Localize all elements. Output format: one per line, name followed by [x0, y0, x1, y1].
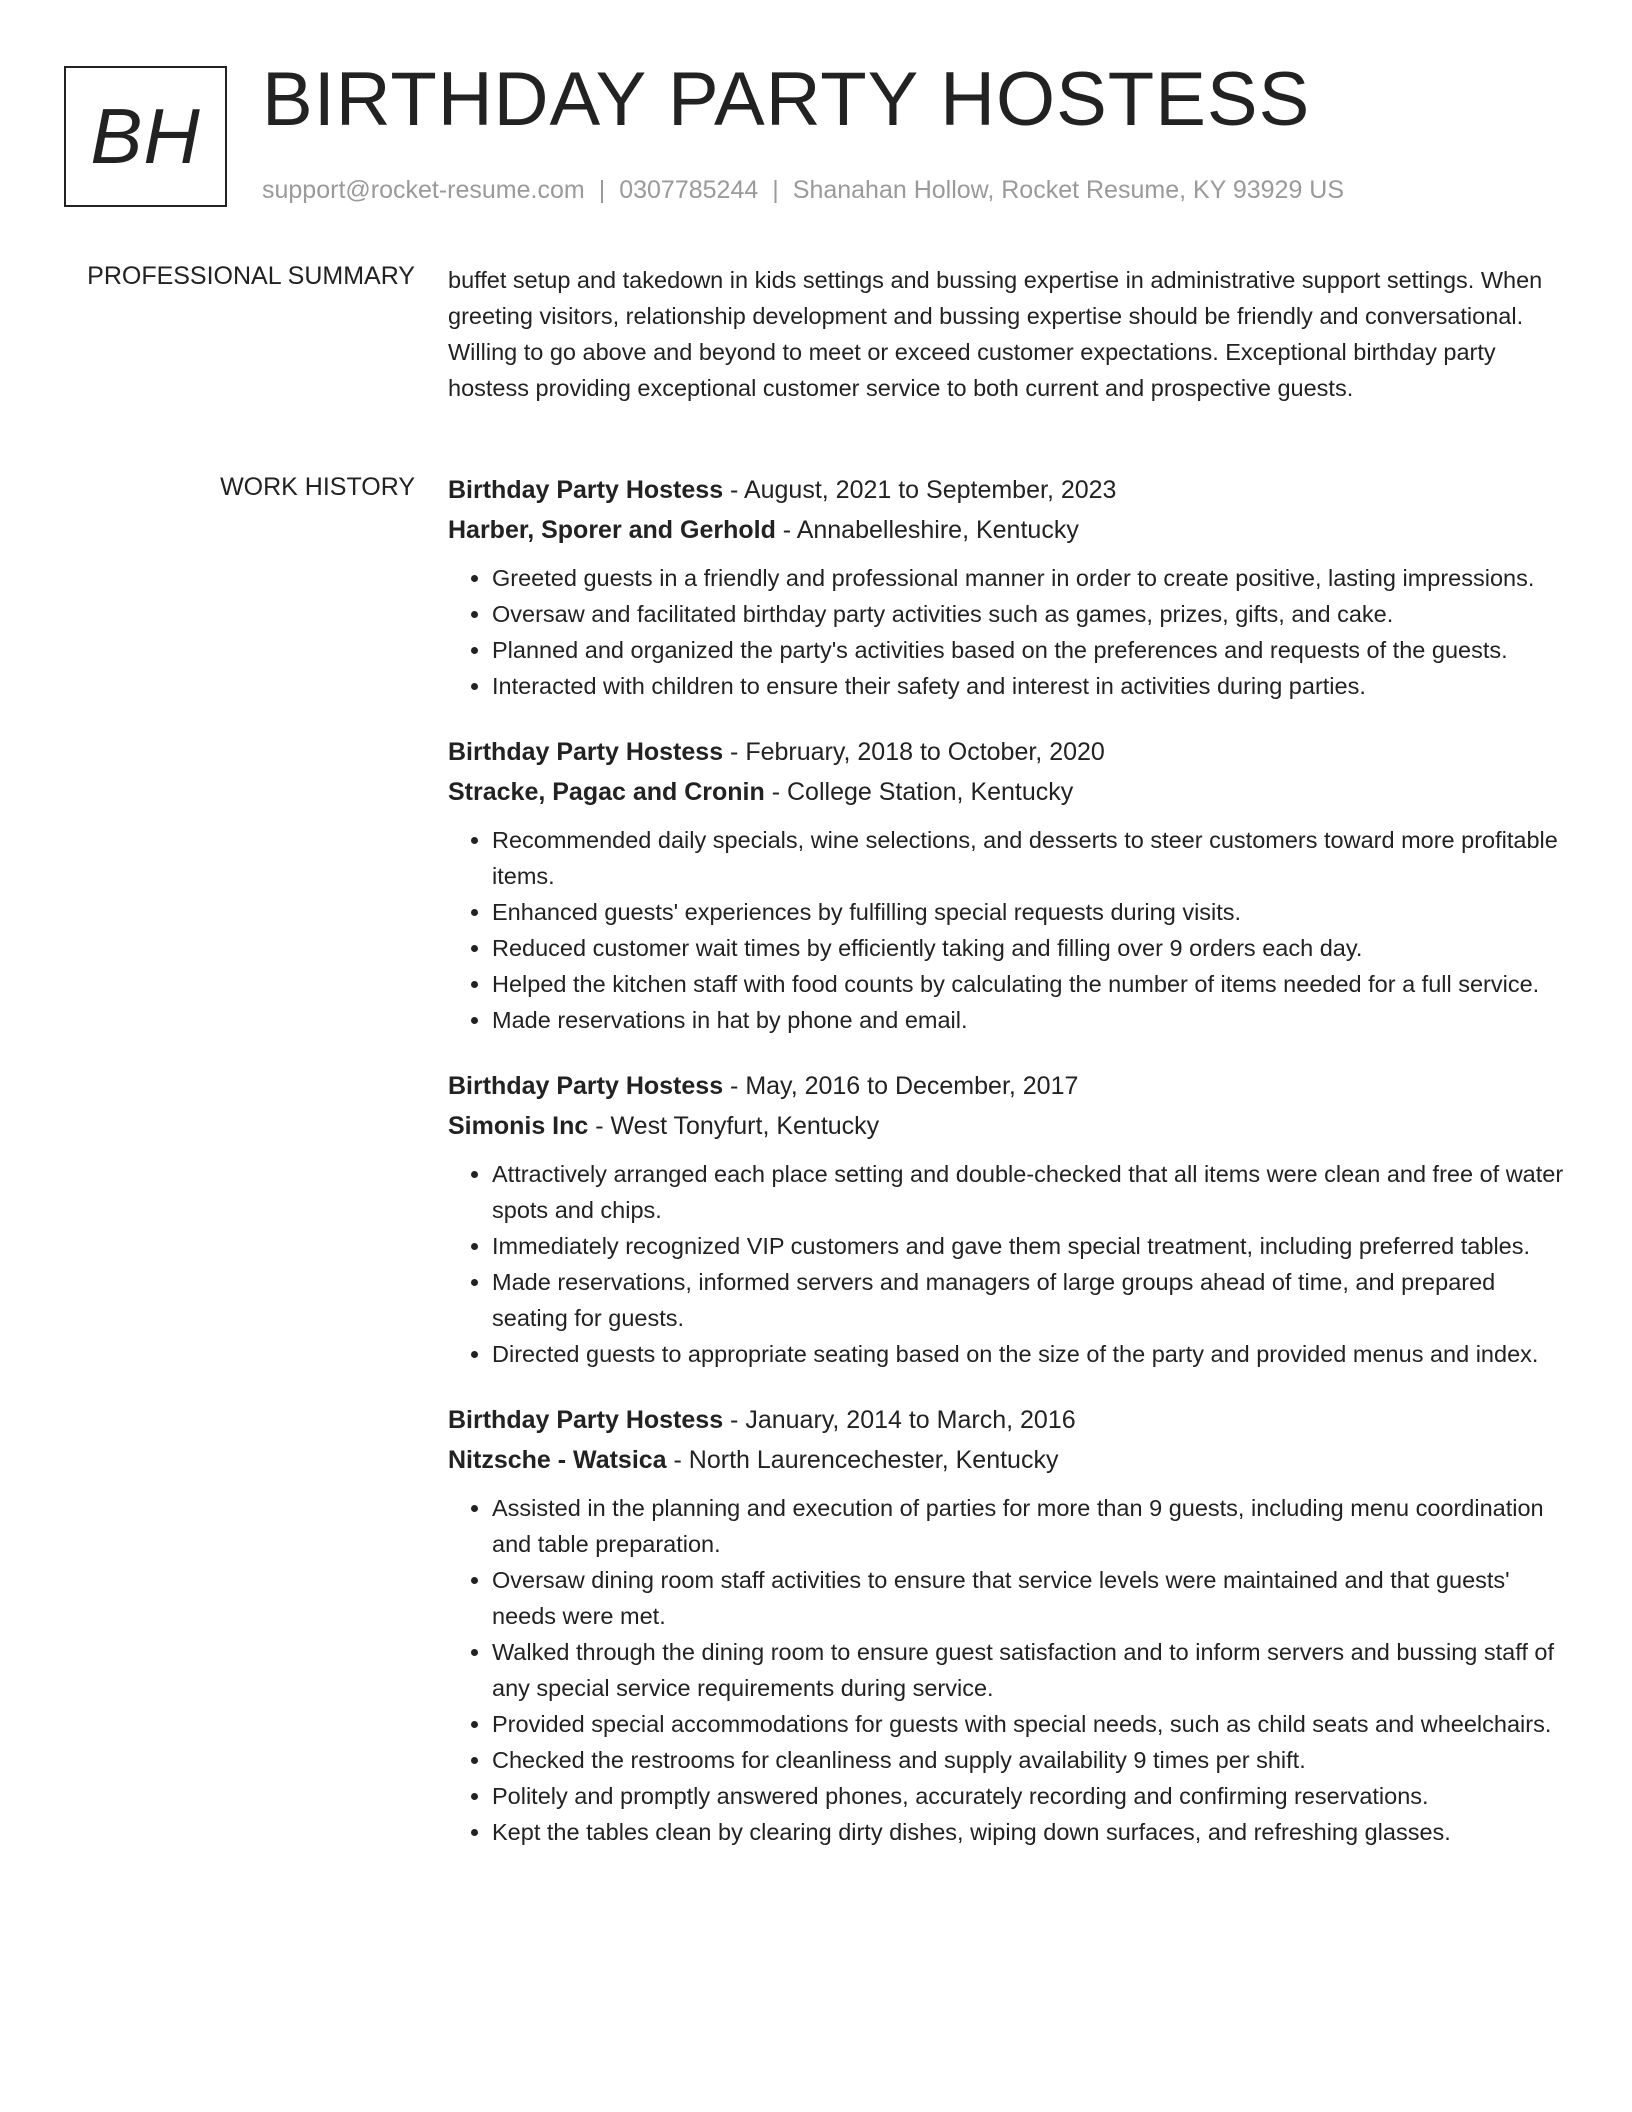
job-company-line	[448, 1106, 1568, 1146]
job-dates: - February, 2018 to October, 2020	[723, 738, 1105, 766]
job-company: Stracke, Pagac and Cronin	[448, 778, 765, 806]
resume-title: BIRTHDAY PARTY HOSTESS	[262, 57, 1311, 142]
job-title-line	[448, 1400, 1568, 1440]
job-entry	[448, 470, 1568, 704]
job-duty-item: • Reduced customer wait times by efficiently taking and filling over 9 orders each day.	[492, 930, 1568, 966]
job-duty-item: • Interacted with children to ensure their safety and interest in activities during parties.	[492, 668, 1568, 704]
contact-phone: 0307785244	[619, 176, 759, 204]
contact-separator: |	[598, 176, 606, 204]
job-location: - West Tonyfurt, Kentucky	[588, 1112, 880, 1140]
job-duty-item: • Made reservations in hat by phone and email.	[492, 1002, 1568, 1038]
job-duty-item: • Greeted guests in a friendly and professional manner in order to create positive, lasting impressions.	[492, 560, 1568, 596]
job-duty-item: • Helped the kitchen staff with food counts by calculating the number of items needed for a full service.	[492, 966, 1568, 1002]
job-duties-list	[448, 560, 1568, 704]
job-dates: - August, 2021 to September, 2023	[723, 476, 1117, 504]
job-company-line	[448, 510, 1568, 550]
job-entry	[448, 1066, 1568, 1372]
job-dates: - January, 2014 to March, 2016	[723, 1406, 1076, 1434]
job-company: Nitzsche - Watsica	[448, 1446, 667, 1474]
job-duty-item: • Walked through the dining room to ensure guest satisfaction and to inform servers and bussing staff of any special service requirements during service.	[492, 1634, 1568, 1706]
job-duty-item: • Politely and promptly answered phones, accurately recording and confirming reservations.	[492, 1778, 1568, 1814]
job-location: - Annabelleshire, Kentucky	[775, 516, 1079, 544]
job-duties-list	[448, 822, 1568, 1038]
job-title-line	[448, 732, 1568, 772]
summary-text: buffet setup and takedown in kids settings and bussing expertise in administrative support settings. When greeting visitors, relationship development and bussing expertise should be friendly and conversational. Willing to go above and beyond to meet or exceed customer expectations. Exceptional birthday party hostess providing exceptional customer service to both current and prospective guests.	[448, 267, 1543, 401]
job-title-line	[448, 470, 1568, 510]
summary-heading: PROFESSIONAL SUMMARY	[87, 262, 415, 290]
job-entry	[448, 732, 1568, 1038]
contact-address: Shanahan Hollow, Rocket Resume, KY 93929 US	[792, 176, 1345, 204]
job-dates: - May, 2016 to December, 2017	[723, 1072, 1079, 1100]
job-company-line	[448, 772, 1568, 812]
work-history-list	[448, 470, 1568, 1878]
job-duty-item: • Assisted in the planning and execution of parties for more than 9 guests, including menu coordination and table preparation.	[492, 1490, 1568, 1562]
job-title: Birthday Party Hostess	[448, 1406, 724, 1434]
job-title: Birthday Party Hostess	[448, 738, 724, 766]
job-duty-item: • Enhanced guests' experiences by fulfilling special requests during visits.	[492, 894, 1568, 930]
job-duty-item: • Provided special accommodations for guests with special needs, such as child seats and wheelchairs.	[492, 1706, 1568, 1742]
work-history-heading: WORK HISTORY	[220, 473, 415, 501]
job-duty-item: • Planned and organized the party's activities based on the preferences and requests of the guests.	[492, 632, 1568, 668]
job-duty-item: • Made reservations, informed servers and managers of large groups ahead of time, and prepared seating for guests.	[492, 1264, 1568, 1336]
job-company: Harber, Sporer and Gerhold	[448, 516, 776, 544]
job-duty-item: • Directed guests to appropriate seating based on the size of the party and provided menus and index.	[492, 1336, 1568, 1372]
contact-line	[262, 176, 1344, 205]
job-duty-item: • Attractively arranged each place setting and double-checked that all items were clean and free of water spots and chips.	[492, 1156, 1568, 1228]
job-duty-item: • Recommended daily specials, wine selections, and desserts to steer customers toward more profitable items.	[492, 822, 1568, 894]
job-location: - College Station, Kentucky	[764, 778, 1074, 806]
job-duty-item: • Checked the restrooms for cleanliness and supply availability 9 times per shift.	[492, 1742, 1568, 1778]
job-duty-item: • Kept the tables clean by clearing dirty dishes, wiping down surfaces, and refreshing glasses.	[492, 1814, 1568, 1850]
job-duty-item: • Oversaw dining room staff activities to ensure that service levels were maintained and that guests' needs were met.	[492, 1562, 1568, 1634]
job-title: Birthday Party Hostess	[448, 476, 724, 504]
contact-email: support@rocket-resume.com	[262, 176, 585, 204]
job-duty-item: • Oversaw and facilitated birthday party activities such as games, prizes, gifts, and cake.	[492, 596, 1568, 632]
job-entry	[448, 1400, 1568, 1850]
job-location: - North Laurencechester, Kentucky	[666, 1446, 1059, 1474]
job-duty-item: • Immediately recognized VIP customers and gave them special treatment, including preferred tables.	[492, 1228, 1568, 1264]
monogram-logo: BH	[64, 66, 227, 207]
job-company-line	[448, 1440, 1568, 1480]
job-company: Simonis Inc	[448, 1112, 589, 1140]
job-duties-list	[448, 1490, 1568, 1850]
job-title-line	[448, 1066, 1568, 1106]
contact-separator: |	[772, 176, 779, 204]
job-title: Birthday Party Hostess	[448, 1072, 724, 1100]
job-duties-list	[448, 1156, 1568, 1372]
